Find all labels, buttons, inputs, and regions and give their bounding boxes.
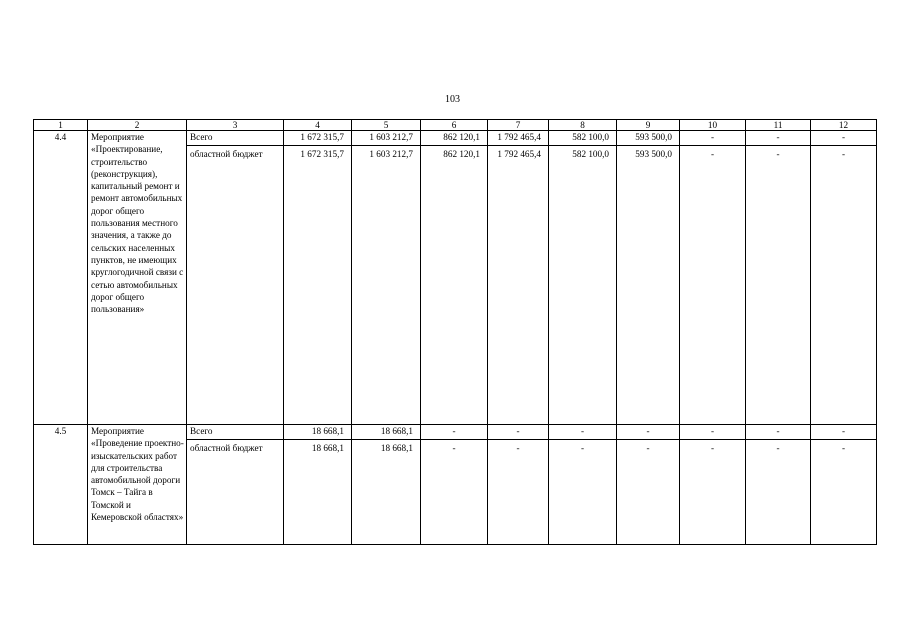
value-cell: - [617,440,680,545]
value-cell: - [746,425,811,440]
value-cell: - [680,146,746,425]
table-row [34,131,877,146]
value-cell: 1 792 465,4 [488,131,549,146]
value-cell: - [811,425,877,440]
value-cell: 18 668,1 [352,425,421,440]
value-cell: - [811,131,877,146]
value-cell: 18 668,1 [352,440,421,545]
value-cell: 18 668,1 [284,440,352,545]
value-cell: 593 500,0 [617,146,680,425]
page-number: 103 [445,94,460,105]
value-cell: - [680,425,746,440]
value-cell: - [617,425,680,440]
row-number: 4.4 [34,131,88,425]
value-cell: 593 500,0 [617,131,680,146]
funding-source: Всего [187,131,284,146]
row-number: 4.5 [34,425,88,545]
value-cell: - [746,440,811,545]
value-cell: - [811,440,877,545]
column-header: 3 [187,120,284,131]
value-cell: - [811,146,877,425]
funding-source: областной бюджет [187,440,284,545]
column-header: 10 [680,120,746,131]
value-cell: 1 672 315,7 [284,131,352,146]
value-cell: - [421,425,488,440]
table-row [34,425,877,440]
column-header: 9 [617,120,680,131]
header-row [34,120,877,131]
value-cell: 1 603 212,7 [352,146,421,425]
column-header: 1 [34,120,88,131]
value-cell: - [549,440,617,545]
column-header: 11 [746,120,811,131]
column-header: 4 [284,120,352,131]
column-header: 12 [811,120,877,131]
value-cell: 1 792 465,4 [488,146,549,425]
funding-source: Всего [187,425,284,440]
value-cell: 582 100,0 [549,131,617,146]
column-header: 6 [421,120,488,131]
budget-table [33,119,877,545]
value-cell: - [680,440,746,545]
value-cell: - [421,440,488,545]
column-header: 5 [352,120,421,131]
value-cell: 862 120,1 [421,131,488,146]
value-cell: - [746,146,811,425]
column-header: 2 [88,120,187,131]
value-cell: - [680,131,746,146]
measure-name: Мероприятие «Проведение проектно-изыскательских работ для строительства автомобильной дороги Томск – Тайга в Томской и Кемеровской областях» [88,425,187,545]
measure-name: Мероприятие «Проектирование, строительство (реконструкция), капитальный ремонт и ремонт автомобильных дорог общего пользования местного значения, а также до сельских населенных пунктов, не имеющих круглогодичной связи с сетью автомобильных дорог общего пользования» [88,131,187,425]
value-cell: 18 668,1 [284,425,352,440]
value-cell: 1 672 315,7 [284,146,352,425]
column-header: 8 [549,120,617,131]
column-header: 7 [488,120,549,131]
value-cell: - [488,425,549,440]
value-cell: 862 120,1 [421,146,488,425]
funding-source: областной бюджет [187,146,284,425]
value-cell: - [549,425,617,440]
value-cell: - [488,440,549,545]
value-cell: 582 100,0 [549,146,617,425]
value-cell: 1 603 212,7 [352,131,421,146]
value-cell: - [746,131,811,146]
